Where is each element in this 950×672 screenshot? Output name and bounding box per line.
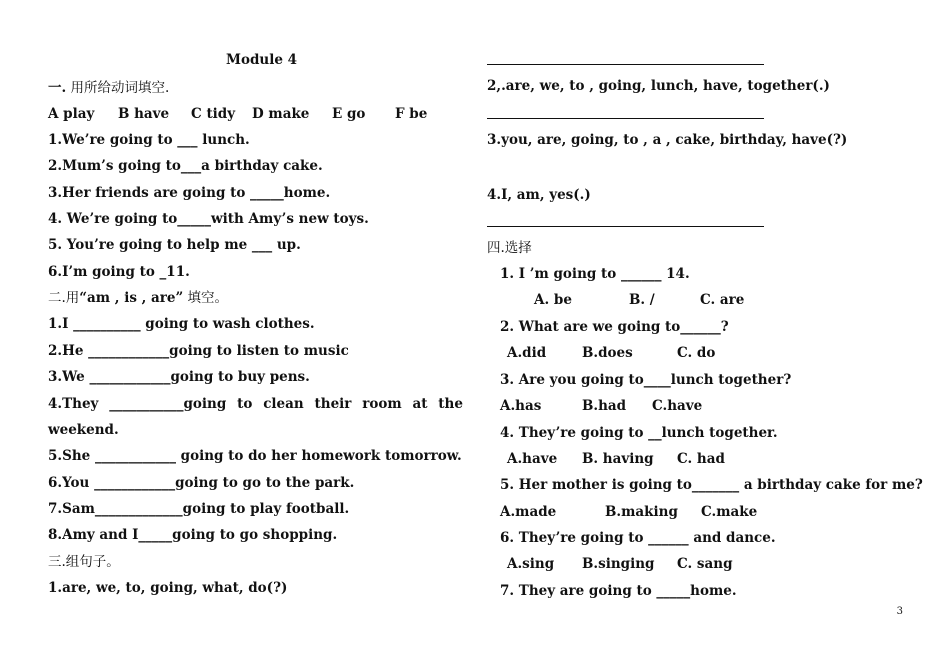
- option-f: F be: [395, 106, 428, 122]
- question-5-options: A.made B.making C.make: [500, 504, 758, 520]
- answer-line-2: [487, 118, 764, 119]
- question-5: 5. Her mother is going to_______ a birthday cake for me?: [500, 477, 923, 493]
- s2-item-3: 3.We ____________going to buy pens.: [48, 369, 310, 385]
- section2-heading: 二.用“am , is , are” 填空。: [48, 290, 229, 306]
- s1-item-4: 4. We’re going to_____with Amy’s new toys.: [48, 211, 369, 227]
- answer-line-3: [487, 226, 764, 227]
- s3-item-2: 2,.are, we, to , going, lunch, have, together(.): [487, 78, 830, 94]
- s1-item-3: 3.Her friends are going to _____home.: [48, 185, 331, 201]
- option-c: C tidy: [191, 106, 236, 122]
- s1-item-5: 5. You’re going to help me ___ up.: [48, 237, 301, 253]
- s2-item-4: 4.They ___________going to clean their room at the: [48, 396, 463, 412]
- question-6: 6. They’re going to ______ and dance.: [500, 530, 776, 546]
- s1-item-6: 6.I’m going to _11.: [48, 264, 190, 280]
- question-6-options: A.sing B.singing C. sang: [507, 556, 733, 572]
- s2-item-5: 5.She ____________ going to do her homework tomorrow.: [48, 448, 462, 464]
- page-title: Module 4: [226, 52, 298, 68]
- question-4-options: A.have B. having C. had: [507, 451, 725, 467]
- question-4: 4. They’re going to __lunch together.: [500, 425, 778, 441]
- s3-item-3: 3.you, are, going, to , a , cake, birthday, have(?): [487, 132, 848, 148]
- section3-heading: 三.组句子。: [48, 554, 120, 570]
- s1-item-1: 1.We’re going to ___ lunch.: [48, 132, 250, 148]
- question-2-options: A.did B.does C. do: [507, 345, 716, 361]
- option-d: D make: [252, 106, 310, 122]
- s2-item-4-continued: weekend.: [48, 422, 119, 438]
- question-7: 7. They are going to _____home.: [500, 583, 737, 599]
- option-a: A play: [48, 106, 95, 122]
- option-e: E go: [332, 106, 366, 122]
- s1-item-2: 2.Mum’s going to___a birthday cake.: [48, 158, 323, 174]
- s2-item-6: 6.You ____________going to go to the park.: [48, 475, 355, 491]
- question-3-options: A.has B.had C.have: [500, 398, 703, 414]
- option-b: B have: [118, 106, 170, 122]
- s2-item-8: 8.Amy and I_____going to go shopping.: [48, 527, 338, 543]
- answer-line-1: [487, 64, 764, 65]
- verb-options: [48, 106, 427, 122]
- question-2: 2. What are we going to______?: [500, 319, 729, 335]
- s3-item-1: 1.are, we, to, going, what, do(?): [48, 580, 288, 596]
- section1-heading: 一. 用所给动词填空.: [48, 80, 170, 96]
- s2-item-7: 7.Sam_____________going to play football.: [48, 501, 350, 517]
- question-1-options: A. be B. / C. are: [534, 292, 745, 308]
- page-number: 3: [896, 606, 903, 617]
- s3-item-4: 4.I, am, yes(.): [487, 187, 591, 203]
- question-3: 3. Are you going to____lunch together?: [500, 372, 792, 388]
- s2-item-2: 2.He ____________going to listen to music: [48, 343, 349, 359]
- question-1: 1. I ’m going to ______ 14.: [500, 266, 690, 282]
- section4-heading: 四.选择: [487, 240, 532, 256]
- s2-item-1: 1.I __________ going to wash clothes.: [48, 316, 315, 332]
